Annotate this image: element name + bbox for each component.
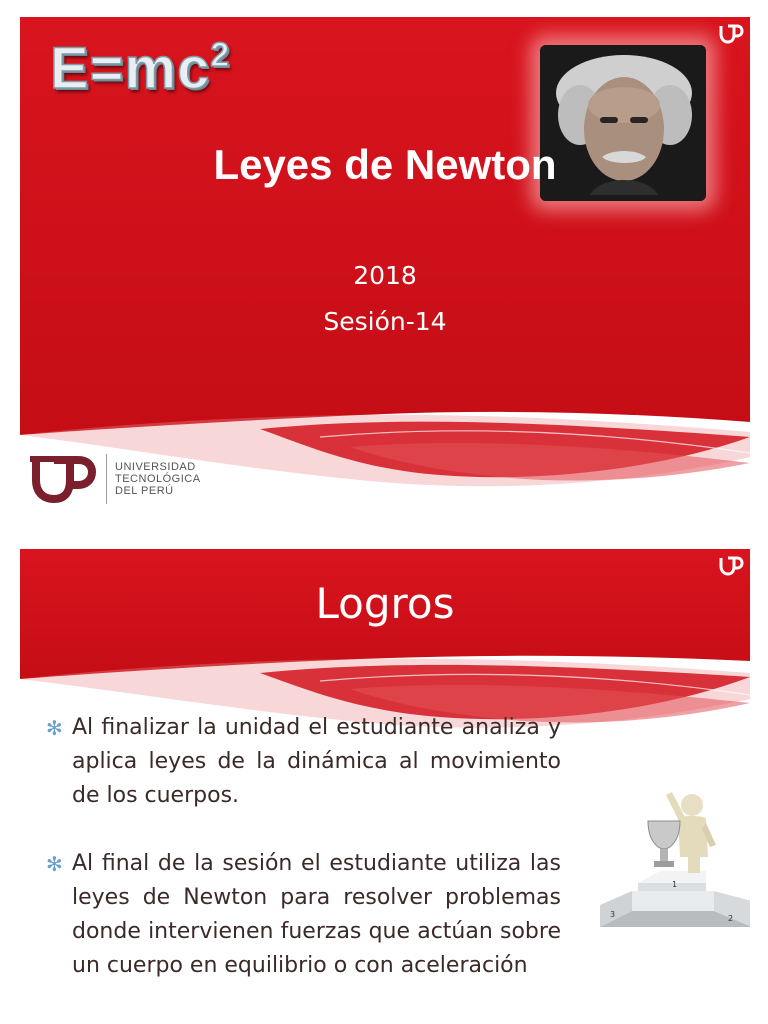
bullet-star-icon: ✻ [46, 716, 63, 740]
slide-title: Logros [315, 579, 455, 628]
bullet-star-icon: ✻ [46, 852, 63, 876]
svg-text:2: 2 [728, 914, 734, 923]
logo-text: UNIVERSIDAD TECNOLÓGICA DEL PERÚ [115, 461, 201, 497]
list-item: ✻ Al finalizar la unidad el estudiante analiza y aplica leyes de la dinámica al movimiento de los cuerpos. [46, 711, 561, 813]
logros-slide [20, 549, 750, 1024]
svg-text:3: 3 [610, 910, 616, 919]
podium-trophy-icon [588, 787, 750, 937]
session-label: Sesión-14 [323, 307, 447, 336]
utp-logo [30, 451, 201, 507]
svg-text:1: 1 [672, 880, 678, 889]
logo-divider [106, 454, 107, 504]
utp-logo-icon [30, 452, 96, 506]
slide-title: Leyes de Newton [213, 141, 557, 188]
utp-logo-icon [718, 23, 744, 45]
bullet-list [46, 711, 561, 983]
year-label: 2018 [353, 261, 417, 290]
list-item: ✻ Al final de la sesión el estudiante utiliza las leyes de Newton para resolver problemas donde intervienen fuerzas que actúan sobre un cuerpo en equilibrio o con aceleración [46, 847, 561, 983]
utp-logo-icon [718, 555, 744, 577]
title-slide [20, 17, 750, 517]
formula-emc2: $E=mc^2$ [50, 36, 231, 101]
